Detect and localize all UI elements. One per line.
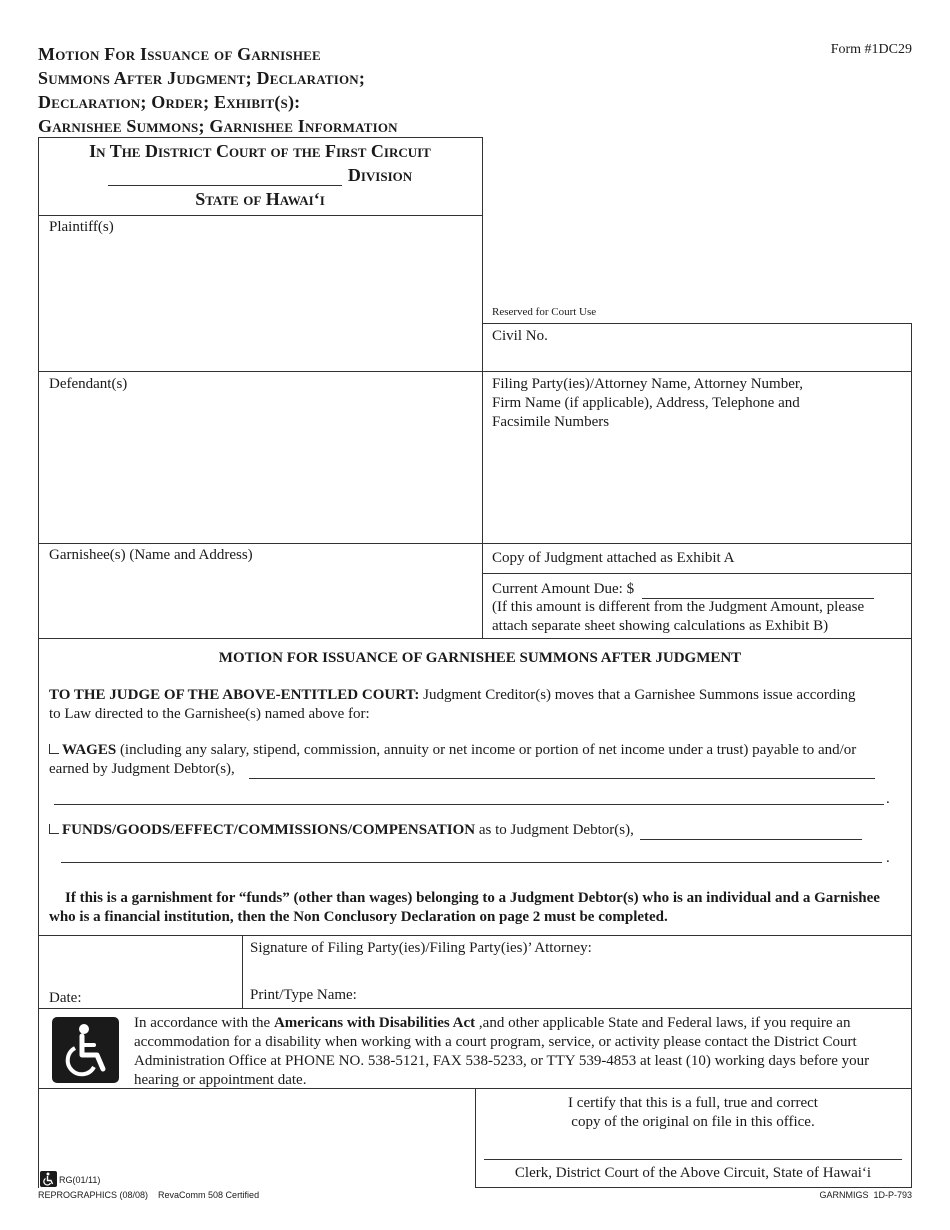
title-line: Garnishee Summons; Garnishee Information [38, 116, 398, 136]
signature-divider [242, 935, 243, 1008]
funds-option [49, 821, 862, 840]
ada-line: accommodation for a disability when working with a court program, service, or activity please contact the District Court [134, 1034, 857, 1050]
copy-judgment-bottom-border [482, 573, 911, 574]
wages-debtor-input[interactable] [249, 764, 875, 779]
garnishee-label: Garnishee(s) (Name and Address) [49, 547, 253, 563]
ada-line: Administration Office at PHONE NO. 538-5121, FAX 538-5233, or TTY 539-4853 at least (10) working days before your [134, 1053, 870, 1069]
ada-line: hearing or appointment date. [134, 1072, 307, 1088]
current-amount-label: Current Amount Due: $ [492, 581, 635, 597]
cert-right-border [911, 1088, 912, 1188]
reserved-court-use: Reserved for Court Use [492, 306, 597, 318]
form-title [38, 42, 498, 138]
ada-top-border [38, 1008, 911, 1009]
date-label: Date: [49, 990, 82, 1006]
current-amount-row [492, 580, 874, 599]
right-border-motion [911, 638, 912, 1088]
caption-top-border [38, 137, 482, 138]
column-divider [482, 137, 483, 638]
financial-institution-notice [49, 889, 880, 927]
plaintiff-bottom-border [38, 371, 911, 372]
period-mark: . [886, 791, 890, 807]
notice-line: who is a financial institution, then the Non Conclusory Declaration on page 2 must be completed. [49, 909, 668, 925]
right-border-upper [911, 323, 912, 638]
note-line: (If this amount is different from the Judgment Amount, please [492, 599, 865, 615]
defendant-bottom-border [38, 543, 911, 544]
wheelchair-small-icon [40, 1171, 57, 1187]
funds-bold: FUNDS/GOODS/EFFECT/COMMISSIONS/COMPENSATION [62, 822, 476, 838]
filing-party-field[interactable] [486, 432, 908, 540]
date-field[interactable] [90, 940, 238, 1006]
civil-no-label: Civil No. [492, 328, 548, 344]
wages-option [49, 741, 875, 779]
rg-code: RG(01/11) [59, 1175, 101, 1185]
filing-party-label [492, 375, 803, 432]
filing-party-line: Filing Party(ies)/Attorney Name, Attorney Number, [492, 376, 804, 392]
ada-text: In accordance with the [134, 1015, 274, 1031]
cert-line: copy of the original on file in this office. [571, 1114, 815, 1130]
title-line: Motion For Issuance of Garnishee [38, 44, 321, 64]
print-name-field[interactable] [366, 984, 906, 1006]
copy-of-judgment: Copy of Judgment attached as Exhibit A [492, 550, 735, 566]
court-division-line [38, 165, 482, 186]
parties-bottom-border [38, 638, 911, 639]
intro-line-2: to Law directed to the Garnishee(s) named above for: [49, 706, 370, 722]
motion-intro [49, 686, 856, 724]
defendant-field[interactable] [40, 393, 480, 541]
wages-text: (including any salary, stipend, commission, annuity or net income or portion of net income under a trust) payable to and/or [116, 742, 857, 758]
intro-bold: TO THE JUDGE OF THE ABOVE-ENTITLED COURT: [49, 687, 420, 703]
funds-checkbox[interactable] [49, 824, 59, 834]
notice-line: If this is a garnishment for “funds” (other than wages) belonging to a Judgment Debtor(s) who is an individual and a Garnishee [65, 890, 880, 906]
funds-continuation-line[interactable] [61, 862, 882, 863]
clerk-title: Clerk, District Court of the Above Circuit, State of Hawai‘i [514, 1165, 872, 1181]
period-mark: . [886, 850, 890, 866]
cert-line: I certify that this is a full, true and correct [568, 1095, 818, 1111]
current-amount-input[interactable] [642, 584, 874, 599]
signature-top-border [38, 935, 911, 936]
ada-act-name: Americans with Disabilities Act [273, 1015, 476, 1031]
division-label: Division [347, 165, 413, 185]
current-amount-note [492, 598, 864, 636]
form-number: Form #1DC29 [830, 42, 912, 57]
intro-text: Judgment Creditor(s) moves that a Garnishee Summons issue according [419, 687, 856, 703]
court-name: In The District Court of the First Circuit [89, 141, 431, 161]
title-line: Summons After Judgment; Declaration; [38, 68, 366, 88]
footer-left: REPROGRAPHICS (08/08) RevaComm 508 Certified [38, 1190, 260, 1200]
cert-bottom-border [475, 1187, 911, 1188]
filing-party-line: Facsimile Numbers [492, 414, 610, 430]
motion-heading: MOTION FOR ISSUANCE OF GARNISHEE SUMMONS AFTER JUDGMENT [218, 650, 742, 666]
footer-right: GARNMIGS 1D-P-793 [819, 1190, 912, 1200]
wages-continuation-line[interactable] [54, 804, 884, 805]
note-line: attach separate sheet showing calculations as Exhibit B) [492, 618, 829, 634]
caption-bottom-border [38, 215, 482, 216]
wheelchair-icon [52, 1017, 119, 1083]
signature-label: Signature of Filing Party(ies)/Filing Party(ies)’ Attorney: [250, 940, 592, 956]
print-name-label: Print/Type Name: [250, 987, 357, 1003]
signature-field[interactable] [246, 958, 908, 982]
ada-text: ,and other applicable State and Federal laws, if you require an [475, 1015, 851, 1031]
plaintiff-label: Plaintiff(s) [49, 219, 114, 235]
division-blank[interactable] [108, 171, 342, 186]
certification-text [475, 1094, 911, 1132]
court-state: State of Hawai‘i [195, 189, 325, 209]
wages-bold: WAGES [62, 742, 117, 758]
defendant-label: Defendant(s) [49, 376, 128, 392]
ada-notice [134, 1014, 869, 1090]
plaintiff-field[interactable] [40, 236, 480, 369]
wages-checkbox[interactable] [49, 744, 59, 754]
garnishee-field[interactable] [40, 564, 480, 636]
wages-line-2: earned by Judgment Debtor(s), [49, 761, 235, 777]
filing-party-line: Firm Name (if applicable), Address, Telephone and [492, 395, 800, 411]
reserved-bottom-border [482, 323, 911, 324]
clerk-signature-line[interactable] [484, 1159, 902, 1160]
funds-text: as to Judgment Debtor(s), [475, 822, 634, 838]
title-line: Declaration; Order; Exhibit(s): [38, 92, 301, 112]
funds-debtor-input[interactable] [640, 825, 862, 840]
civil-no-field[interactable] [560, 326, 905, 368]
